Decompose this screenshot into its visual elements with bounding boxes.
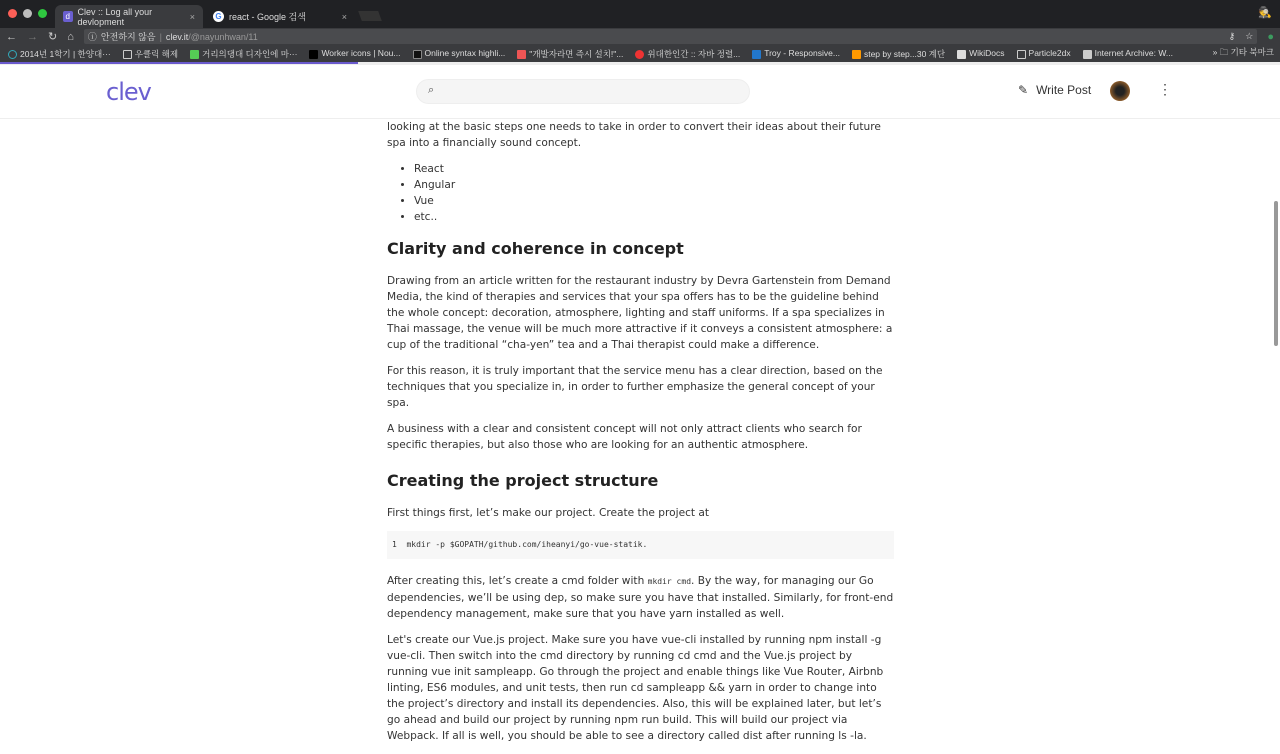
url-input[interactable]: ⓘ 안전하지 않음 | clev.it/@nayunhwan/11 ⚷ ☆ xyxy=(84,29,1257,44)
site-header xyxy=(0,65,1280,119)
paragraph: First things first, let’s make our project. Create the project at xyxy=(387,507,710,519)
pencil-icon: ✎ xyxy=(1018,83,1029,97)
paragraph: After creating this, let’s create a cmd folder with mkdir cmd. By the way, for managing our Go dependencies, we’ll be using dep, so make sure you have that installed. Similarly, for front-end dependency management, make sure that you have yarn installed as well. xyxy=(387,575,894,620)
paragraph: For this reason, it is truly important that the service menu has a clear direction, based on the techniques that you specialize in, in order to further emphasize the general concept of your spa. xyxy=(387,365,883,409)
search-box[interactable] xyxy=(416,79,750,104)
write-post-button[interactable] xyxy=(1018,83,1091,97)
bookmark[interactable]: 위대한인간 :: 자바 정렬... xyxy=(635,48,740,60)
bookmark[interactable]: 거리의댕대 디자인에 마··· xyxy=(190,48,297,60)
other-bookmarks[interactable]: » 🗀 기타 북마크 xyxy=(1212,47,1274,57)
url-host: clev.it xyxy=(165,31,189,42)
bookmark[interactable]: Particle2dx xyxy=(1017,48,1071,58)
close-tab-icon[interactable]: × xyxy=(341,11,347,22)
tab-bar xyxy=(0,0,1280,28)
clev-logo[interactable]: clev xyxy=(106,78,151,106)
scrollbar-thumb[interactable] xyxy=(1274,201,1278,346)
list-item: • Vue xyxy=(414,193,894,209)
article-body xyxy=(387,119,894,754)
inline-code: mkdir cmd xyxy=(647,577,692,586)
section-heading: Clarity and coherence in concept xyxy=(387,239,684,258)
bookmark[interactable]: step by step...30 계단 xyxy=(852,48,945,60)
search-input[interactable] xyxy=(447,84,737,100)
maximize-window-button[interactable] xyxy=(38,9,47,18)
tab-google[interactable] xyxy=(205,5,355,28)
info-icon[interactable]: ⓘ xyxy=(87,32,97,42)
bookmark[interactable]: WikiDocs xyxy=(957,48,1004,58)
bookmarks-bar xyxy=(0,45,1280,63)
write-post-label: Write Post xyxy=(1036,83,1092,97)
forward-icon[interactable]: → xyxy=(27,30,38,43)
clev-favicon-icon: d xyxy=(63,11,73,22)
bookmark[interactable]: Worker icons | Nou... xyxy=(309,48,400,58)
incognito-icon: 🕵 xyxy=(1258,7,1272,19)
bookmark[interactable]: Internet Archive: W... xyxy=(1083,48,1173,58)
line-number: 1 xyxy=(392,540,397,549)
home-icon[interactable]: ⌂ xyxy=(67,30,74,43)
extension-icon[interactable]: ● xyxy=(1267,30,1274,43)
browser-chrome xyxy=(0,0,1280,63)
section-heading: Creating the project structure xyxy=(387,471,659,490)
back-icon[interactable]: ← xyxy=(6,30,17,43)
minimize-window-button[interactable] xyxy=(23,9,32,18)
code-text: mkdir -p $GOPATH/github.com/iheanyi/go-vue-statik. xyxy=(406,540,648,549)
star-icon[interactable]: ☆ xyxy=(1245,31,1254,41)
list-item: • React xyxy=(414,161,894,177)
close-window-button[interactable] xyxy=(8,9,17,18)
bookmark[interactable]: "개발자라면 즉시 설치!"... xyxy=(517,48,623,60)
bookmark[interactable]: Online syntax highli... xyxy=(413,48,506,58)
code-block xyxy=(387,531,894,559)
paragraph: Drawing from an article written for the restaurant industry by Devra Gartenstein from Demand Media, the kind of therapies and services that your spa offers has to be the guideline behind the whole concept: decoration, atmosphere, lighting and staff uniforms. If a spa specializes in Thai massage, the venue will be much more attractive if it conveys a consistent atmosphere: a cup of the traditional “cha-yen” tea and a Thai therapist could make a difference. xyxy=(387,275,893,351)
bookmark[interactable]: 2014년 1학기 | 한양대··· xyxy=(8,48,111,60)
new-tab-button[interactable] xyxy=(358,11,382,21)
close-tab-icon[interactable]: × xyxy=(189,11,195,22)
bookmark[interactable]: Troy - Responsive... xyxy=(752,48,840,58)
paragraph: looking at the basic steps one needs to take in order to convert their ideas about their future spa into a financially sound concept. xyxy=(387,121,881,149)
avatar[interactable] xyxy=(1110,81,1130,101)
scrollbar[interactable] xyxy=(1272,119,1280,720)
list-item: • etc.. xyxy=(414,209,894,225)
list-item: • Angular xyxy=(414,177,894,193)
tab-label: Clev :: Log all your devlopment xyxy=(77,6,153,27)
search-icon: ⌕ xyxy=(428,84,435,96)
framework-list xyxy=(414,161,894,225)
key-icon[interactable]: ⚷ xyxy=(1228,31,1236,41)
paragraph: Let's create our Vue.js project. Make sure you have vue-cli installed by running npm install -g vue-cli. Then switch into the cmd directory by running cd cmd and the Vue.js project by running vue init sampleapp. Go through the project and enable things like Vue Router, Airbnb linting, ES6 modules, and unit tests, then run cd sampleapp && yarn in order to change into the project’s directory and install its dependencies. Also, this will be explained later, but let’s go ahead and build our project by running npm run build. This will build our project via Webpack. If all is well, you should be able to see a directory called dist after running ls -la. xyxy=(387,634,884,742)
security-label: 안전하지 않음 xyxy=(100,32,156,42)
address-bar-row xyxy=(0,28,1280,45)
tab-clev[interactable] xyxy=(55,5,203,28)
tab-label: react - Google 검색 xyxy=(229,12,306,22)
more-menu-icon[interactable]: ⋮ xyxy=(1158,81,1172,97)
window-controls xyxy=(8,9,47,18)
url-path: /@nayunhwan/11 xyxy=(188,31,258,42)
google-favicon-icon: G xyxy=(213,11,224,22)
paragraph: A business with a clear and consistent concept will not only attract clients who search for specific therapies, but also those who are looking for an authentic atmosphere. xyxy=(387,423,862,451)
reload-icon[interactable]: ↻ xyxy=(48,31,58,43)
bookmark[interactable]: 우클릭 해제 xyxy=(123,48,178,60)
